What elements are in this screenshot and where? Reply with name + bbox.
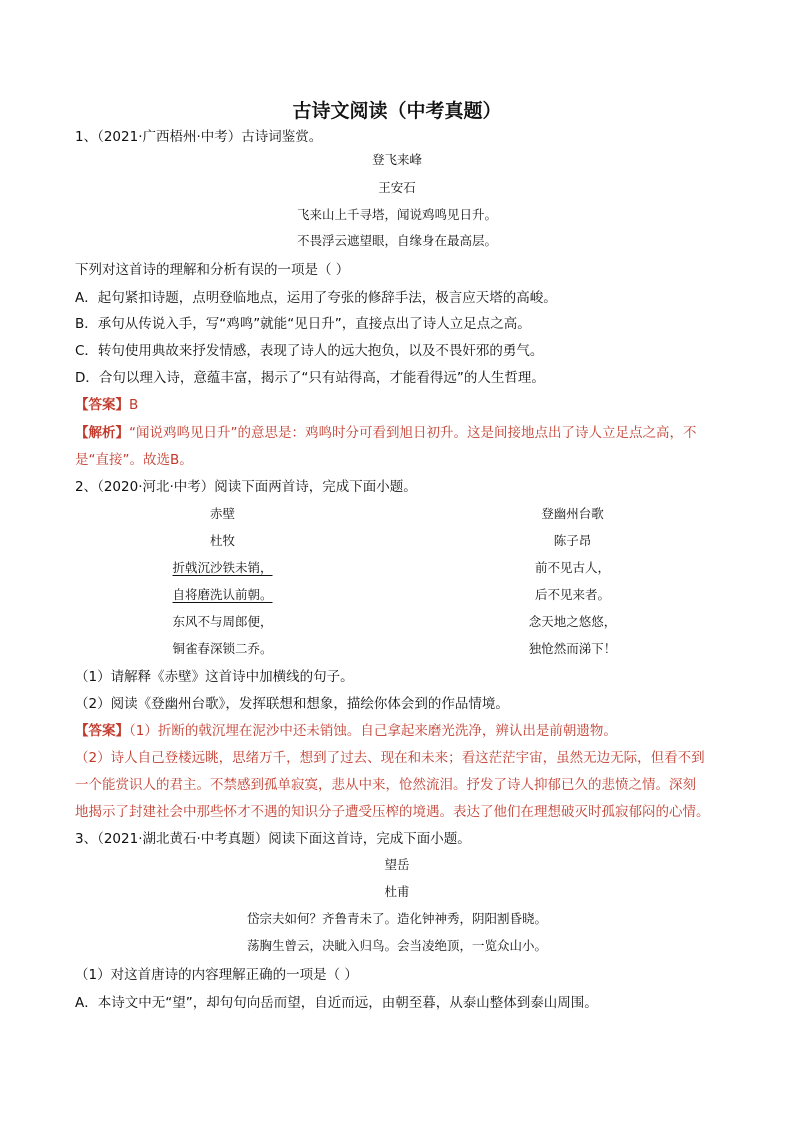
q2-answer-line-3: 一个能赏识人的君主。不禁感到孤单寂寞，悲从中来，怆然流泪。抒发了诗人抑郁已久的悲愤之情。深刻 (75, 777, 696, 793)
q2-sub-question-2: （2）阅读《登幽州台歌》，发挥联想和想象，描绘你体会到的作品情境。 (75, 696, 509, 712)
q2-right-poem-line-1: 前不见古人， (534, 560, 610, 575)
q2-answer-line-1 (75, 722, 724, 740)
underlined-sentence-1: 折戟沉沙铁未销， (172, 560, 273, 575)
q3-option-a: A．本诗文中无“望”，却句句向岳而望，自近而远，由朝至暮，从泰山整体到泰山周围。 (75, 995, 598, 1011)
q1-stem: 1、（2021·广西梧州·中考）古诗词鉴赏。 (75, 129, 323, 145)
q2-left-poem-line-3: 东风不与周郎便， (172, 614, 273, 629)
q2-right-poem-line-3: 念天地之悠悠， (528, 614, 617, 629)
q2-left-poem-author: 杜牧 (209, 533, 235, 548)
q1-poem-line-2: 不畏浮云遮望眼，自缘身在最高层。 (296, 233, 497, 248)
q2-right-poem-line-4: 独怆然而涕下！ (528, 641, 617, 656)
q2-right-poem-title: 登幽州台歌 (541, 506, 604, 521)
q2-answer-tag: 【答案】 (75, 723, 129, 739)
q2-right-poem-line-2: 后不见来者。 (534, 587, 610, 602)
q1-analysis-line-2: 是“直接”。故选B。 (75, 452, 193, 468)
q2-sub-question-1: （1）请解释《赤壁》这首诗中加横线的句子。 (75, 669, 354, 685)
q2-right-poem-author: 陈子昂 (553, 533, 592, 548)
q2-answer-line-2: （2）诗人自己登楼远眺，思绪万千，想到了过去、现在和未来；看这茫茫宇宙，虽然无边无际，但看不到 (75, 750, 705, 766)
q3-poem-line-2: 荡胸生曾云，决眦入归鸟。会当凌绝顶，一览众山小。 (246, 938, 547, 953)
q1-answer (75, 396, 724, 414)
q1-answer-tag: 【答案】 (75, 397, 129, 413)
q2-stem: 2、（2020·河北·中考）阅读下面两首诗，完成下面小题。 (75, 479, 417, 495)
q3-stem: 3、（2021·湖北黄石·中考真题）阅读下面这首诗，完成下面小题。 (75, 831, 471, 847)
q1-analysis-line-1 (75, 424, 724, 442)
q1-option-b: B．承句从传说入手，写“鸡鸣”就能“见日升”，直接点出了诗人立足点之高。 (75, 316, 531, 332)
q1-question: 下列对这首诗的理解和分析有误的一项是（ ） (75, 262, 350, 278)
page-title: 古诗文阅读（中考真题） (292, 100, 502, 122)
q1-analysis-text: “闻说鸡鸣见日升”的意思是：鸡鸣时分可看到旭日初升。这是间接地点出了诗人立足点之高，不 (129, 425, 697, 441)
q1-option-a: A．起句紧扣诗题，点明登临地点，运用了夸张的修辞手法，极言应天塔的高峻。 (75, 290, 557, 306)
q2-left-poem-title: 赤壁 (209, 506, 235, 521)
q1-poem-author: 王安石 (378, 180, 416, 195)
q3-poem-line-1: 岱宗夫如何？齐鲁青未了。造化钟神秀，阴阳割昏晓。 (246, 911, 547, 926)
q3-poem-title: 望岳 (384, 857, 410, 872)
q1-analysis-tag: 【解析】 (75, 425, 129, 441)
underlined-sentence-2: 自将磨洗认前朝。 (172, 587, 273, 602)
q2-left-poem-line-2 (150, 587, 295, 603)
q3-sub-question-1: （1）对这首唐诗的内容理解正确的一项是（ ） (75, 967, 358, 983)
q2-answer-line-4: 地揭示了封建社会中那些怀才不遇的知识分子遭受压榨的境遇。表达了他们在理想破灭时孤寂郁闷的心情。 (75, 804, 710, 820)
q2-left-poem-line-1 (150, 560, 295, 576)
q3-poem-author: 杜甫 (384, 884, 410, 899)
q1-poem-line-1: 飞来山上千寻塔，闻说鸡鸣见日升。 (296, 207, 497, 222)
q1-option-d: D．合句以理入诗，意蕴丰富，揭示了“只有站得高，才能看得远”的人生哲理。 (75, 370, 545, 386)
q2-answer-text-1: （1）折断的戟沉埋在泥沙中还未销蚀。自己拿起来磨光洗净，辨认出是前朝遗物。 (129, 723, 617, 739)
q1-option-c: C．转句使用典故来抒发情感，表现了诗人的远大抱负，以及不畏奸邪的勇气。 (75, 343, 544, 359)
q1-answer-value: B (129, 397, 139, 413)
q1-poem-title: 登飞来峰 (371, 152, 422, 167)
q2-left-poem-line-4: 铜雀春深锁二乔。 (172, 641, 273, 656)
